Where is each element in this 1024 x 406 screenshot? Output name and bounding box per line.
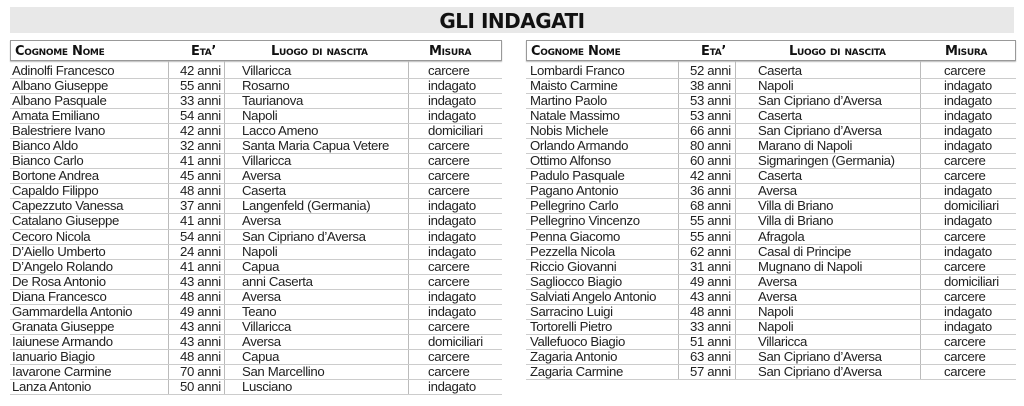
cell-name: Salviati Angelo Antonio bbox=[530, 288, 657, 304]
cell-age: 37 anni bbox=[180, 198, 221, 214]
cell-measure: carcere bbox=[428, 363, 470, 379]
cell-age: 41 anni bbox=[180, 258, 221, 274]
table-row bbox=[10, 109, 502, 124]
cell-name: Pellegrino Carlo bbox=[530, 198, 619, 214]
cell-place: Villa di Briano bbox=[758, 213, 834, 229]
cell-age: 52 anni bbox=[690, 63, 731, 78]
cell-age: 36 anni bbox=[690, 183, 731, 199]
cell-age: 54 anni bbox=[180, 108, 221, 124]
table-row bbox=[526, 94, 1016, 109]
cell-measure: indagato bbox=[944, 243, 992, 259]
cell-age: 24 anni bbox=[180, 243, 221, 259]
cell-name: Vallefuoco Biagio bbox=[530, 333, 625, 349]
table-row bbox=[10, 305, 502, 320]
table-row bbox=[10, 184, 502, 199]
cell-age: 50 anni bbox=[180, 378, 221, 394]
cell-place: Lusciano bbox=[242, 378, 292, 394]
cell-measure: indagato bbox=[428, 78, 476, 94]
table-row bbox=[526, 124, 1016, 139]
cell-name: Lanza Antonio bbox=[12, 378, 92, 394]
cell-name: Natale Massimo bbox=[530, 108, 620, 124]
cell-age: 33 anni bbox=[690, 318, 731, 334]
cell-measure: carcere bbox=[944, 228, 986, 244]
cell-place: Napoli bbox=[758, 318, 794, 334]
cell-place: Villaricca bbox=[242, 153, 292, 169]
table-row bbox=[10, 320, 502, 335]
cell-name: Adinolfi Francesco bbox=[12, 63, 115, 78]
cell-age: 57 anni bbox=[690, 363, 731, 379]
cell-name: D’Angelo Rolando bbox=[12, 258, 113, 274]
cell-name: Gammardella Antonio bbox=[12, 303, 133, 319]
cell-name: Nobis Michele bbox=[530, 123, 609, 139]
cell-name: Bianco Aldo bbox=[12, 138, 78, 154]
cell-age: 48 anni bbox=[180, 348, 221, 364]
cell-name: Albano Pasquale bbox=[12, 93, 107, 109]
table-row bbox=[526, 64, 1016, 79]
cell-age: 68 anni bbox=[690, 198, 731, 214]
cell-age: 66 anni bbox=[690, 123, 731, 139]
cell-age: 55 anni bbox=[690, 228, 731, 244]
cell-age: 33 anni bbox=[180, 93, 221, 109]
table-row bbox=[526, 184, 1016, 199]
cell-age: 55 anni bbox=[180, 78, 221, 94]
cell-place: Villaricca bbox=[242, 63, 292, 78]
cell-place: Napoli bbox=[758, 303, 794, 319]
table-row bbox=[10, 139, 502, 154]
cell-place: Villaricca bbox=[242, 318, 292, 334]
cell-measure: indagato bbox=[944, 78, 992, 94]
cell-place: San Marcellino bbox=[242, 363, 325, 379]
cell-place: Caserta bbox=[758, 108, 802, 124]
cell-measure: carcere bbox=[428, 138, 470, 154]
table-row bbox=[10, 214, 502, 229]
cell-name: Zagaria Antonio bbox=[530, 348, 618, 364]
cell-name: Catalano Giuseppe bbox=[12, 213, 119, 229]
header-place: Luogo di nascita bbox=[789, 44, 886, 59]
cell-measure: indagato bbox=[428, 213, 476, 229]
cell-place: Caserta bbox=[758, 63, 802, 78]
cell-place: Villaricca bbox=[758, 333, 808, 349]
cell-place: Sigmaringen (Germania) bbox=[758, 153, 895, 169]
header-measure: Misura bbox=[429, 44, 472, 59]
cell-age: 31 anni bbox=[690, 258, 731, 274]
cell-measure: carcere bbox=[944, 153, 986, 169]
cell-age: 41 anni bbox=[180, 213, 221, 229]
header-name: Cognome Nome bbox=[531, 44, 621, 59]
cell-age: 80 anni bbox=[690, 138, 731, 154]
cell-measure: carcere bbox=[944, 288, 986, 304]
cell-name: Pellegrino Vincenzo bbox=[530, 213, 640, 229]
table-row bbox=[10, 335, 502, 350]
cell-measure: carcere bbox=[428, 318, 470, 334]
cell-age: 32 anni bbox=[180, 138, 221, 154]
cell-name: Cecoro Nicola bbox=[12, 228, 91, 244]
cell-place: Caserta bbox=[758, 168, 802, 184]
cell-measure: domiciliari bbox=[944, 198, 999, 214]
cell-place: Caserta bbox=[242, 183, 286, 199]
table-row bbox=[10, 380, 502, 395]
cell-place: San Cipriano d’Aversa bbox=[758, 93, 882, 109]
cell-age: 42 anni bbox=[180, 63, 221, 78]
cell-measure: carcere bbox=[944, 168, 986, 184]
table-header bbox=[10, 40, 502, 61]
cell-measure: indagato bbox=[944, 93, 992, 109]
cell-measure: indagato bbox=[428, 243, 476, 259]
table-row bbox=[526, 214, 1016, 229]
table-row bbox=[10, 275, 502, 290]
cell-place: Lacco Ameno bbox=[242, 123, 319, 139]
cell-measure: indagato bbox=[428, 108, 476, 124]
cell-place: San Cipriano d’Aversa bbox=[242, 228, 366, 244]
cell-age: 55 anni bbox=[690, 213, 731, 229]
cell-name: Granata Giuseppe bbox=[12, 318, 115, 334]
cell-place: Langenfeld (Germania) bbox=[242, 198, 371, 214]
table-row bbox=[526, 139, 1016, 154]
cell-measure: carcere bbox=[428, 63, 470, 78]
cell-place: Rosarno bbox=[242, 78, 290, 94]
cell-age: 60 anni bbox=[690, 153, 731, 169]
cell-measure: carcere bbox=[428, 273, 470, 289]
cell-place: Teano bbox=[242, 303, 277, 319]
cell-name: Ottimo Alfonso bbox=[530, 153, 611, 169]
cell-age: 49 anni bbox=[690, 273, 731, 289]
cell-age: 48 anni bbox=[180, 288, 221, 304]
cell-place: Mugnano di Napoli bbox=[758, 258, 863, 274]
cell-name: Ianuario Biagio bbox=[12, 348, 95, 364]
cell-measure: indagato bbox=[428, 378, 476, 394]
cell-name: D’Aiello Umberto bbox=[12, 243, 106, 259]
cell-age: 51 anni bbox=[690, 333, 731, 349]
table-row bbox=[526, 335, 1016, 350]
cell-age: 42 anni bbox=[690, 168, 731, 184]
page-title: GLI INDAGATI bbox=[439, 9, 585, 33]
cell-measure: domiciliari bbox=[428, 333, 483, 349]
cell-name: Penna Giacomo bbox=[530, 228, 621, 244]
cell-place: Afragola bbox=[758, 228, 805, 244]
cell-age: 63 anni bbox=[690, 348, 731, 364]
cell-place: Aversa bbox=[758, 273, 797, 289]
cell-name: Orlando Armando bbox=[530, 138, 629, 154]
cell-measure: carcere bbox=[944, 363, 986, 379]
cell-name: Bortone Andrea bbox=[12, 168, 99, 184]
cell-measure: carcere bbox=[944, 348, 986, 364]
cell-place: Santa Maria Capua Vetere bbox=[242, 138, 390, 154]
cell-measure: indagato bbox=[944, 138, 992, 154]
cell-name: Zagaria Carmine bbox=[530, 363, 623, 379]
cell-age: 38 anni bbox=[690, 78, 731, 94]
cell-measure: indagato bbox=[428, 228, 476, 244]
table-row bbox=[10, 64, 502, 79]
cell-measure: carcere bbox=[428, 183, 470, 199]
suspects-table-left bbox=[10, 40, 502, 395]
cell-measure: domiciliari bbox=[944, 273, 999, 289]
cell-place: San Cipriano d’Aversa bbox=[758, 123, 882, 139]
cell-name: Sarracino Luigi bbox=[530, 303, 613, 319]
cell-age: 48 anni bbox=[690, 303, 731, 319]
table-row bbox=[526, 260, 1016, 275]
cell-place: Aversa bbox=[758, 183, 797, 199]
cell-measure: indagato bbox=[428, 303, 476, 319]
table-row bbox=[10, 365, 502, 380]
cell-place: Marano di Napoli bbox=[758, 138, 853, 154]
table-row bbox=[10, 154, 502, 169]
table-row bbox=[526, 365, 1016, 380]
header-age: Eta’ bbox=[701, 44, 727, 59]
cell-measure: carcere bbox=[944, 258, 986, 274]
table-row bbox=[526, 320, 1016, 335]
cell-name: De Rosa Antonio bbox=[12, 273, 106, 289]
cell-name: Bianco Carlo bbox=[12, 153, 84, 169]
table-row bbox=[526, 275, 1016, 290]
cell-name: Pezzella Nicola bbox=[530, 243, 615, 259]
header-age: Eta’ bbox=[191, 44, 217, 59]
cell-age: 48 anni bbox=[180, 183, 221, 199]
cell-measure: indagato bbox=[944, 318, 992, 334]
cell-age: 49 anni bbox=[180, 303, 221, 319]
cell-measure: carcere bbox=[944, 333, 986, 349]
cell-name: Riccio Giovanni bbox=[530, 258, 617, 274]
cell-name: Iaiunese Armando bbox=[12, 333, 113, 349]
table-row bbox=[526, 305, 1016, 320]
cell-name: Balestriere Ivano bbox=[12, 123, 106, 139]
cell-measure: indagato bbox=[428, 198, 476, 214]
cell-name: Albano Giuseppe bbox=[12, 78, 108, 94]
cell-place: Villa di Briano bbox=[758, 198, 834, 214]
table-row bbox=[526, 169, 1016, 184]
cell-age: 43 anni bbox=[690, 288, 731, 304]
cell-measure: indagato bbox=[944, 213, 992, 229]
table-row bbox=[526, 79, 1016, 94]
cell-age: 53 anni bbox=[690, 108, 731, 124]
cell-age: 54 anni bbox=[180, 228, 221, 244]
header-place: Luogo di nascita bbox=[271, 44, 368, 59]
cell-name: Iavarone Carmine bbox=[12, 363, 112, 379]
table-body bbox=[10, 64, 502, 395]
table-row bbox=[10, 199, 502, 214]
cell-measure: indagato bbox=[428, 93, 476, 109]
cell-name: Martino Paolo bbox=[530, 93, 607, 109]
table-body bbox=[526, 64, 1016, 380]
cell-measure: indagato bbox=[428, 288, 476, 304]
cell-name: Capezzuto Vanessa bbox=[12, 198, 124, 214]
table-row bbox=[526, 154, 1016, 169]
cell-name: Sagliocco Biagio bbox=[530, 273, 622, 289]
cell-place: San Cipriano d’Aversa bbox=[758, 348, 882, 364]
cell-place: Capua bbox=[242, 348, 280, 364]
cell-age: 45 anni bbox=[180, 168, 221, 184]
cell-name: Maisto Carmine bbox=[530, 78, 618, 94]
table-row bbox=[526, 245, 1016, 260]
cell-place: Aversa bbox=[242, 288, 281, 304]
table-row bbox=[526, 350, 1016, 365]
cell-measure: indagato bbox=[944, 303, 992, 319]
cell-name: Padulo Pasquale bbox=[530, 168, 625, 184]
table-row bbox=[10, 260, 502, 275]
cell-name: Capaldo Filippo bbox=[12, 183, 99, 199]
cell-age: 62 anni bbox=[690, 243, 731, 259]
cell-place: Napoli bbox=[242, 108, 278, 124]
cell-age: 70 anni bbox=[180, 363, 221, 379]
table-row bbox=[526, 290, 1016, 305]
cell-name: Amata Emiliano bbox=[12, 108, 100, 124]
cell-measure: carcere bbox=[944, 63, 986, 78]
cell-place: San Cipriano d’Aversa bbox=[758, 363, 882, 379]
cell-measure: carcere bbox=[428, 168, 470, 184]
table-row bbox=[10, 124, 502, 139]
cell-place: Casal di Principe bbox=[758, 243, 852, 259]
cell-measure: carcere bbox=[428, 258, 470, 274]
cell-place: Taurianova bbox=[242, 93, 304, 109]
cell-age: 43 anni bbox=[180, 333, 221, 349]
suspects-table-right bbox=[526, 40, 1016, 380]
cell-place: anni Caserta bbox=[242, 273, 313, 289]
header-measure: Misura bbox=[945, 44, 988, 59]
cell-name: Tortorelli Pietro bbox=[530, 318, 612, 334]
cell-measure: indagato bbox=[944, 183, 992, 199]
cell-name: Lombardi Franco bbox=[530, 63, 625, 78]
table-row bbox=[10, 230, 502, 245]
cell-place: Aversa bbox=[242, 333, 281, 349]
table-header bbox=[526, 40, 1016, 61]
table-row bbox=[526, 109, 1016, 124]
table-row bbox=[10, 94, 502, 109]
cell-place: Aversa bbox=[758, 288, 797, 304]
cell-age: 43 anni bbox=[180, 273, 221, 289]
cell-place: Capua bbox=[242, 258, 280, 274]
table-row bbox=[526, 230, 1016, 245]
cell-age: 42 anni bbox=[180, 123, 221, 139]
cell-age: 43 anni bbox=[180, 318, 221, 334]
cell-name: Pagano Antonio bbox=[530, 183, 619, 199]
table-row bbox=[10, 79, 502, 94]
table-row bbox=[526, 199, 1016, 214]
cell-age: 41 anni bbox=[180, 153, 221, 169]
cell-measure: domiciliari bbox=[428, 123, 483, 139]
cell-measure: carcere bbox=[428, 153, 470, 169]
table-row bbox=[10, 290, 502, 305]
cell-measure: carcere bbox=[428, 348, 470, 364]
header-name: Cognome Nome bbox=[15, 44, 105, 59]
cell-measure: indagato bbox=[944, 108, 992, 124]
cell-place: Napoli bbox=[242, 243, 278, 259]
cell-name: Diana Francesco bbox=[12, 288, 107, 304]
cell-place: Aversa bbox=[242, 213, 281, 229]
table-row bbox=[10, 169, 502, 184]
cell-measure: indagato bbox=[944, 123, 992, 139]
cell-place: Aversa bbox=[242, 168, 281, 184]
table-row bbox=[10, 245, 502, 260]
cell-age: 53 anni bbox=[690, 93, 731, 109]
cell-place: Napoli bbox=[758, 78, 794, 94]
table-row bbox=[10, 350, 502, 365]
title-bar bbox=[10, 7, 1014, 33]
